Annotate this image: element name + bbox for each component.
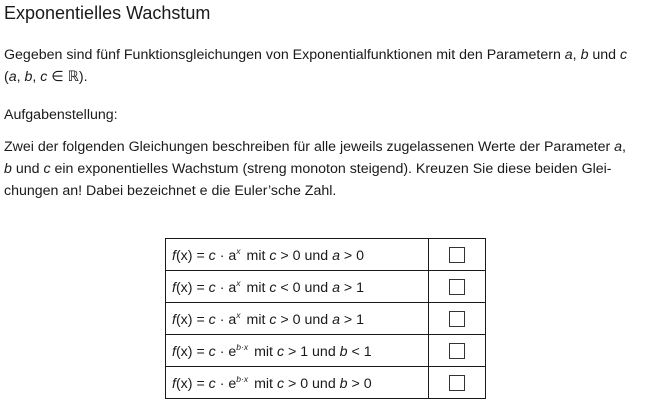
mult-dot: · [215,375,229,392]
coef-c: c [208,247,216,264]
param-c: c [43,161,51,177]
option-row [166,335,486,367]
condition-rel-1: > 1 und [284,343,340,360]
set-c: c [40,69,48,85]
param-b: b [580,47,589,63]
condition-rel-2: > 1 [339,279,365,296]
condition-var-2: b [339,343,348,360]
set-b: b [24,69,33,85]
page-title: Exponentielles Wachstum [4,3,211,23]
condition-var-2: b [339,375,348,392]
set-rest: ∈ ℝ). [47,69,88,85]
condition-word: mit [246,279,270,296]
mult-dot: · [215,247,229,264]
separator: , [622,139,626,155]
base: a [228,279,237,296]
condition-rel-2: > 0 [347,375,372,392]
func-arg: (x) = [175,343,209,360]
option-formula [166,271,429,303]
param-a: a [614,139,623,155]
condition-word: mit [254,343,277,360]
exponent: b·x [236,341,249,352]
option-row [166,271,486,303]
condition-rel-2: > 1 [339,311,365,328]
separator: , [16,69,25,85]
base: e [228,375,237,392]
param-c: c [620,47,628,63]
option-row [166,239,486,271]
condition-word: mit [246,311,270,328]
func-name: f [172,247,176,264]
func-name: f [172,343,176,360]
exponent: x [236,309,241,320]
option-formula [166,367,429,399]
coef-c: c [208,279,216,296]
coef-c: c [208,343,216,360]
option-checkbox[interactable] [449,343,465,359]
separator: und [11,161,44,177]
func-name: f [172,279,176,296]
condition-rel-2: < 1 [347,343,372,360]
condition-var-2: a [332,311,340,328]
condition-var-1: c [269,279,277,296]
separator: und [588,47,621,63]
option-checkbox-cell [429,271,486,303]
option-formula [166,335,429,367]
exponent: x [236,277,241,288]
condition-rel-2: > 0 [339,247,365,264]
base: a [228,311,237,328]
exponent: b·x [236,373,249,384]
param-a: a [564,47,573,63]
option-checkbox-cell [429,239,486,271]
option-formula [166,239,429,271]
condition-rel-1: < 0 und [276,279,333,296]
condition-var-1: c [276,375,285,392]
option-checkbox[interactable] [449,311,465,327]
task-paragraph [4,136,644,202]
set-open: ( [4,69,9,85]
condition-rel-1: > 0 und [284,375,340,392]
condition-word: mit [254,375,277,392]
mult-dot: · [215,311,229,328]
condition-var-1: c [269,311,277,328]
option-checkbox[interactable] [449,375,465,391]
set-a: a [8,69,17,85]
func-name: f [172,375,176,392]
task-text: ein exponentielles Wachstum (streng monoton steigend). Kreuzen Sie diese beiden Glei- [50,161,612,177]
param-b: b [4,161,12,177]
option-row [166,303,486,335]
intro-paragraph [4,44,644,88]
mult-dot: · [215,279,229,296]
coef-c: c [208,375,216,392]
option-checkbox-cell [429,367,486,399]
option-checkbox[interactable] [449,247,465,263]
func-name: f [172,311,176,328]
condition-var-2: a [332,279,340,296]
option-checkbox-cell [429,303,486,335]
condition-var-1: c [276,343,285,360]
option-formula [166,303,429,335]
condition-var-1: c [269,247,277,264]
task-text: chungen an! Dabei bezeichnet e die Euler’sche Zahl. [4,183,337,199]
func-arg: (x) = [175,311,209,328]
task-heading: Aufgabenstellung: [4,107,118,123]
exponent: x [236,245,241,256]
answer-table [165,238,486,399]
separator: , [572,47,581,63]
task-text: Zwei der folgenden Gleichungen beschreiben für alle jeweils zugelassenen Werte der Parameter [4,139,615,155]
base: a [228,247,237,264]
option-checkbox-cell [429,335,486,367]
condition-rel-1: > 0 und [276,311,333,328]
condition-var-2: a [332,247,340,264]
option-checkbox[interactable] [449,279,465,295]
condition-rel-1: > 0 und [276,247,333,264]
base: e [228,343,237,360]
func-arg: (x) = [175,375,209,392]
mult-dot: · [215,343,229,360]
coef-c: c [208,311,216,328]
func-arg: (x) = [175,279,209,296]
condition-word: mit [246,247,270,264]
intro-text: Gegeben sind fünf Funktionsgleichungen von Exponentialfunktionen mit den Parametern [4,47,565,63]
separator: , [32,69,41,85]
func-arg: (x) = [175,247,209,264]
option-row [166,367,486,399]
